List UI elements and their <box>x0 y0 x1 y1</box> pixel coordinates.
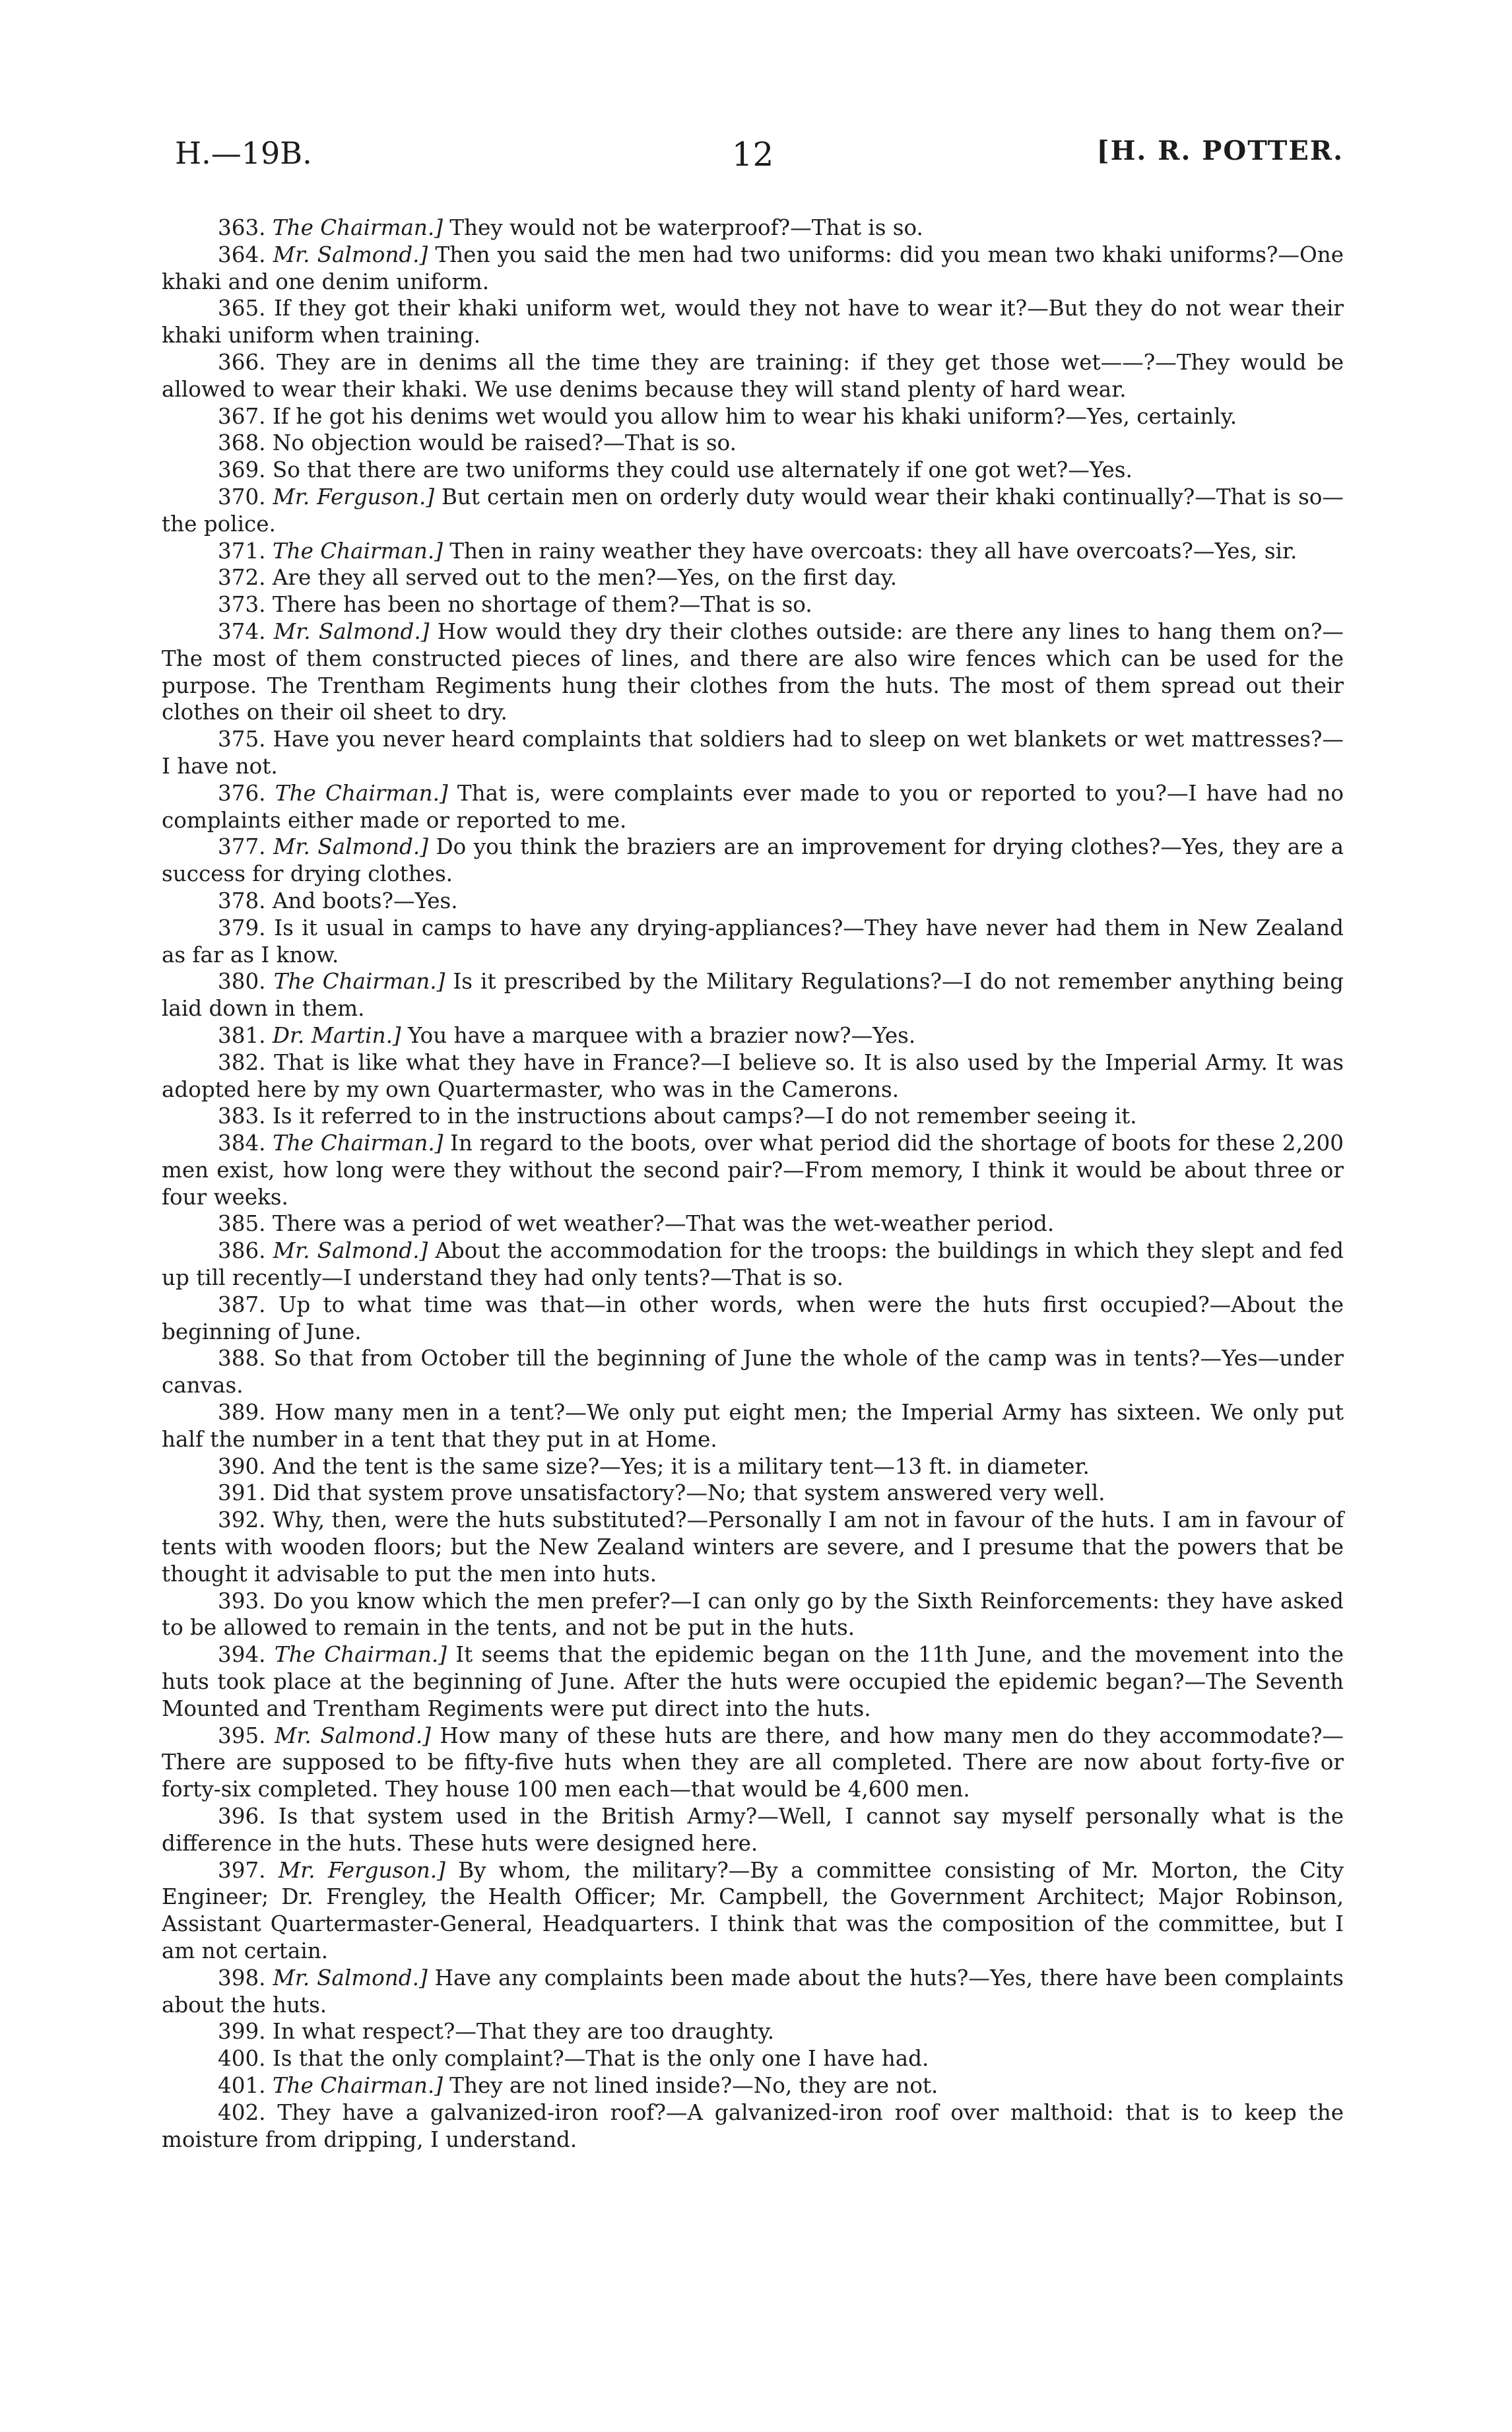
testimony-paragraph <box>162 834 1344 888</box>
page-number: 12 <box>731 135 774 174</box>
question-answer-text: Are they all served out to the men?—Yes, on the first day. <box>272 565 898 591</box>
testimony-paragraph <box>162 780 1344 834</box>
question-number: 389. <box>218 1400 266 1426</box>
question-number: 394. <box>218 1642 266 1668</box>
question-answer-text: And boots?—Yes. <box>272 888 458 913</box>
question-answer-text: Is it referred to in the instructions about camps?—I do not remember seeing it. <box>272 1103 1137 1129</box>
testimony-paragraph <box>162 1641 1344 1722</box>
question-number: 384. <box>218 1131 266 1156</box>
speaker-name: The Chairman.] <box>272 2072 443 2098</box>
question-answer-text: Why, then, were the huts substituted?—Personally I am not in favour of the huts. I am in favour of tents with wooden floors; but the New Zealand winters are severe, and I presume that the powers that be thought it advisable to put the men into huts. <box>162 1507 1344 1587</box>
speaker-name: Dr. Martin.] <box>272 1022 401 1048</box>
testimony-paragraph <box>162 349 1344 403</box>
speaker-name: Mr. Salmond.] <box>273 1965 428 1990</box>
question-number: 377. <box>218 834 266 860</box>
question-answer-text: And the tent is the same size?—Yes; it is a military tent—13 ft. in diameter. <box>272 1453 1090 1479</box>
question-answer-text: Is that the only complaint?—That is the only one I have had. <box>272 2046 929 2072</box>
question-answer-text: That is, were complaints ever made to you or reported to you?—I have had no complaints either made or reported to me. <box>162 780 1344 833</box>
question-answer-text: There has been no shortage of them?—That is so. <box>272 592 812 618</box>
question-number: 372. <box>218 565 266 591</box>
testimony-paragraph <box>162 1345 1344 1399</box>
question-answer-text: Have you never heard complaints that soldiers had to sleep on wet blankets or wet mattresses?—I have not. <box>162 727 1344 779</box>
question-number: 374. <box>218 618 266 644</box>
testimony-paragraph <box>162 403 1344 430</box>
speaker-name: Mr. Salmond.] <box>273 242 428 267</box>
question-answer-text: Is it prescribed by the Military Regulations?—I do not remember anything being laid down in them. <box>162 969 1344 1022</box>
question-number: 375. <box>218 727 266 752</box>
question-answer-text: Then you said the men had two uniforms: did you mean two khaki uniforms?—One khaki and one denim uniform. <box>162 242 1344 294</box>
speaker-name: Mr. Salmond.] <box>273 1238 428 1264</box>
question-number: 370. <box>218 484 266 509</box>
testimony-paragraph <box>162 2018 1344 2045</box>
testimony-paragraph <box>162 1480 1344 1507</box>
question-answer-text: So that from October till the beginning of June the whole of the camp was in tents?—Yes—under canvas. <box>162 1346 1344 1398</box>
testimony-paragraph <box>162 2072 1344 2099</box>
testimony-paragraph <box>162 2099 1344 2153</box>
testimony-paragraph <box>162 1049 1344 1103</box>
testimony-paragraph <box>162 1022 1344 1049</box>
speaker-name: The Chairman.] <box>273 1131 444 1156</box>
question-number: 376. <box>218 780 266 806</box>
testimony-paragraph <box>162 295 1344 349</box>
testimony-paragraph <box>162 1292 1344 1346</box>
question-answer-text: Have any complaints been made about the huts?—Yes, there have been complaints about the huts. <box>162 1965 1344 2018</box>
speaker-name: The Chairman.] <box>272 215 443 240</box>
question-answer-text: There was a period of wet weather?—That was the wet-weather period. <box>272 1211 1055 1237</box>
question-answer-text: How many men in a tent?—We only put eight men; the Imperial Army has sixteen. We only put half the number in a tent that they put in at Home. <box>162 1400 1344 1452</box>
testimony-paragraph <box>162 591 1344 618</box>
question-answer-text: Do you think the braziers are an improvement for drying clothes?—Yes, they are a success for drying clothes. <box>162 834 1344 887</box>
question-number: 366. <box>218 349 266 375</box>
question-answer-text: Do you know which the men prefer?—I can only go by the Sixth Reinforcements: they have asked to be allowed to remain in the tents, and not be put in the huts. <box>162 1588 1344 1641</box>
question-answer-text: About the accommodation for the troops: the buildings in which they slept and fed up till recently—I understand they had only tents?—That is so. <box>162 1238 1344 1291</box>
testimony-paragraph <box>162 1237 1344 1292</box>
question-number: 396. <box>218 1804 266 1829</box>
question-number: 379. <box>218 915 266 940</box>
page-header <box>162 135 1344 195</box>
question-number: 387. <box>218 1292 266 1317</box>
testimony-paragraph <box>162 484 1344 538</box>
testimony-paragraph <box>162 2045 1344 2072</box>
question-answer-text: That is like what they have in France?—I believe so. It is also used by the Imperial Army. It was adopted here by my own Quartermaster, who was in the Camerons. <box>162 1049 1344 1102</box>
testimony-paragraph <box>162 1965 1344 2019</box>
testimony-paragraph <box>162 1803 1344 1857</box>
question-number: 402. <box>218 2099 266 2125</box>
speaker-name: The Chairman.] <box>274 1642 447 1668</box>
testimony-paragraph <box>162 915 1344 969</box>
question-number: 367. <box>218 403 266 429</box>
question-answer-text: You have a marquee with a brazier now?—Yes. <box>401 1022 916 1048</box>
question-number: 388. <box>218 1346 266 1371</box>
testimony-paragraph <box>162 214 1344 242</box>
question-number: 397. <box>218 1857 266 1883</box>
testimony-paragraph <box>162 968 1344 1022</box>
testimony-paragraph <box>162 457 1344 484</box>
question-number: 395. <box>218 1723 266 1748</box>
question-answer-text: If they got their khaki uniform wet, would they not have to wear it?—But they do not wear their khaki uniform when training. <box>162 296 1344 348</box>
question-number: 399. <box>218 2019 266 2045</box>
question-number: 393. <box>218 1588 266 1614</box>
speaker-name: Mr. Salmond.] <box>275 1723 431 1748</box>
question-answer-text: How would they dry their clothes outside: are there any lines to hang them on?—The most of them constructed pieces of lines, and there are also wire fences which can be used for the purpose. The Trentham Regiments hung their clothes from the huts. The most of them spread out their clothes on their oil sheet to dry. <box>162 618 1344 725</box>
question-answer-text: No objection would be raised?—That is so. <box>272 430 737 456</box>
testimony-paragraph <box>162 888 1344 915</box>
question-number: 368. <box>218 430 266 456</box>
question-number: 371. <box>218 538 266 564</box>
question-number: 365. <box>218 296 266 321</box>
speaker-name: Mr. Salmond.] <box>273 834 428 860</box>
question-number: 401. <box>218 2072 266 2098</box>
question-number: 381. <box>218 1022 266 1048</box>
question-answer-text: By whom, the military?—By a committee consisting of Mr. Morton, the City Engineer; Dr. Frengley, the Health Officer; Mr. Campbell, the Government Architect; Major Robinson, Assistant Quartermaster-General, Headquarters. I think that was the composition of the committee, but I am not certain. <box>162 1857 1344 1963</box>
question-number: 363. <box>218 215 266 240</box>
question-answer-text: So that there are two uniforms they could use alternately if one got wet?—Yes. <box>272 457 1133 483</box>
question-number: 373. <box>218 592 266 618</box>
question-number: 383. <box>218 1103 266 1129</box>
witness-name: [H. R. POTTER. <box>1096 135 1344 166</box>
question-answer-text: But certain men on orderly duty would wear their khaki continually?—That is so—the police. <box>162 484 1344 537</box>
speaker-name: The Chairman.] <box>272 538 443 564</box>
speaker-name: Mr. Salmond.] <box>273 618 430 644</box>
testimony-paragraph <box>162 564 1344 591</box>
testimony-paragraph <box>162 1507 1344 1587</box>
question-answer-text: They are in denims all the time they are training: if they get those wet——?—They would be allowed to wear their khaki. We use denims because they will stand plenty of hard wear. <box>162 349 1344 402</box>
testimony-paragraph <box>162 1130 1344 1210</box>
question-number: 369. <box>218 457 266 483</box>
question-number: 391. <box>218 1480 266 1506</box>
question-answer-text: In regard to the boots, over what period did the shortage of boots for these 2,200 men exist, how long were they without the second pair?—From memory, I think it would be about three or four weeks. <box>162 1131 1344 1210</box>
question-number: 385. <box>218 1211 266 1237</box>
testimony-paragraph <box>162 242 1344 296</box>
question-number: 392. <box>218 1507 266 1533</box>
question-number: 382. <box>218 1049 266 1075</box>
speaker-name: Mr. Ferguson.] <box>278 1857 445 1883</box>
question-number: 400. <box>218 2046 266 2072</box>
question-answer-text: Up to what time was that—in other words, when were the huts first occupied?—About the beginning of June. <box>162 1292 1344 1344</box>
question-answer-text: They are not lined inside?—No, they are not. <box>442 2072 938 2098</box>
question-answer-text: How many of these huts are there, and how many men do they accommodate?—There are supposed to be fifty-five huts when they are all completed. There are now about forty-five or forty-six completed. They house 100 men each—that would be 4,600 men. <box>162 1723 1344 1802</box>
question-answer-text: If he got his denims wet would you allow him to wear his khaki uniform?—Yes, certainly. <box>272 403 1237 429</box>
testimony-paragraph <box>162 1723 1344 1803</box>
testimony-paragraph <box>162 538 1344 565</box>
question-answer-text: Is it usual in camps to have any drying-appliances?—They have never had them in New Zealand as far as I know. <box>162 915 1344 968</box>
speaker-name: The Chairman.] <box>273 969 445 995</box>
question-answer-text: They would not be waterproof?—That is so. <box>442 215 923 240</box>
question-answer-text: Is that system used in the British Army?—Well, I cannot say myself personally what is the difference in the huts. These huts were designed here. <box>162 1804 1344 1856</box>
testimony-paragraph <box>162 726 1344 780</box>
question-number: 390. <box>218 1453 266 1479</box>
question-answer-text: Then in rainy weather they have overcoats: they all have overcoats?—Yes, sir. <box>442 538 1298 564</box>
testimony-body <box>162 214 1344 2153</box>
speaker-name: The Chairman.] <box>275 780 448 806</box>
question-number: 398. <box>218 1965 266 1990</box>
question-number: 386. <box>218 1238 266 1264</box>
testimony-paragraph <box>162 1857 1344 1965</box>
question-answer-text: They have a galvanized-iron roof?—A galvanized-iron roof over malthoid: that is to keep the moisture from dripping, I understand. <box>162 2099 1344 2152</box>
testimony-paragraph <box>162 1453 1344 1480</box>
question-number: 378. <box>218 888 266 913</box>
testimony-paragraph <box>162 1103 1344 1130</box>
testimony-paragraph <box>162 430 1344 457</box>
question-answer-text: It seems that the epidemic began on the 11th June, and the movement into the huts took place at the beginning of June. After the huts were occupied the epidemic began?—The Seventh Mounted and Trentham Regiments were put direct into the huts. <box>162 1642 1344 1721</box>
question-answer-text: Did that system prove unsatisfactory?—No; that system answered very well. <box>272 1480 1105 1506</box>
question-number: 364. <box>218 242 266 267</box>
testimony-paragraph <box>162 1399 1344 1453</box>
testimony-paragraph <box>162 618 1344 726</box>
speaker-name: Mr. Ferguson.] <box>273 484 435 509</box>
testimony-paragraph <box>162 1210 1344 1237</box>
question-number: 380. <box>218 969 266 995</box>
question-answer-text: In what respect?—That they are too draughty. <box>272 2019 775 2045</box>
testimony-paragraph <box>162 1588 1344 1642</box>
document-reference: H.—19B. <box>175 135 312 171</box>
